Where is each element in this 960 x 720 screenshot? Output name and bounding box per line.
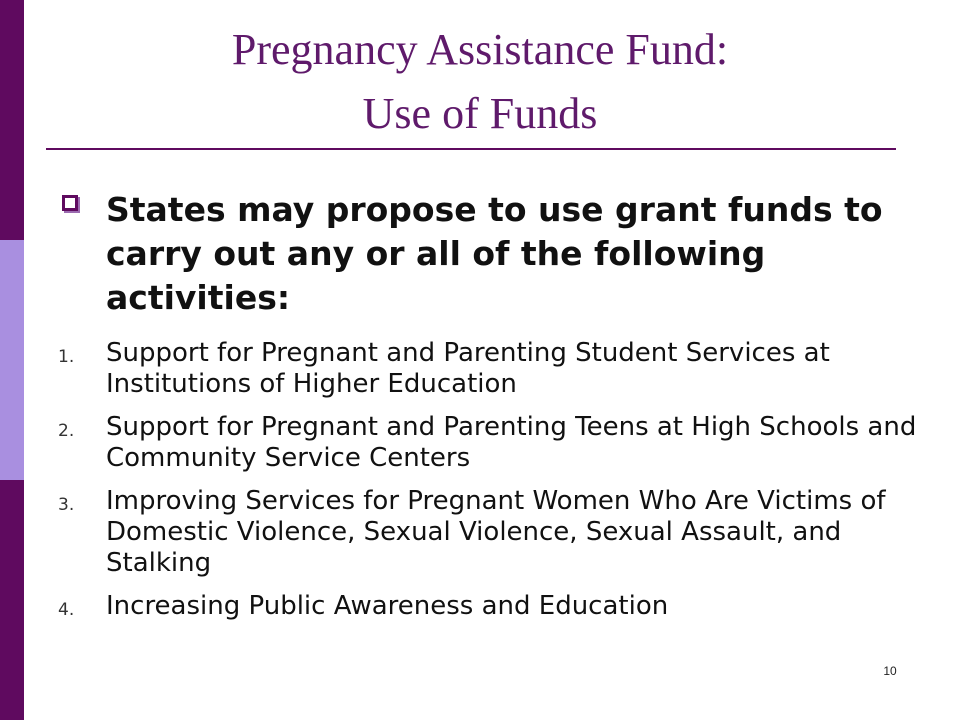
activities-list — [58, 338, 918, 634]
left-accent-bar-top — [0, 0, 24, 240]
page-number: 10 — [883, 664, 897, 678]
title-divider — [46, 148, 896, 150]
list-item — [58, 486, 918, 579]
list-item — [58, 591, 918, 622]
list-item-number: 3. — [58, 495, 75, 515]
list-item-number: 4. — [58, 600, 75, 620]
list-item-number: 2. — [58, 421, 75, 441]
slide-title-line-2: Use of Funds — [362, 89, 598, 138]
main-bullet — [62, 188, 922, 320]
square-bullet-icon — [62, 195, 78, 211]
main-bullet-text: States may propose to use grant funds to carry out any or all of the following activities: — [106, 190, 883, 317]
list-item — [58, 338, 918, 400]
list-item-number: 1. — [58, 347, 75, 367]
list-item-text: Increasing Public Awareness and Education — [106, 591, 669, 621]
left-accent-bar-bottom — [0, 480, 24, 720]
list-item — [58, 412, 918, 474]
slide-title-line-1: Pregnancy Assistance Fund: — [231, 25, 729, 74]
slide-title — [60, 18, 900, 146]
list-item-text: Support for Pregnant and Parenting Student Services at Institutions of Higher Education — [106, 338, 830, 399]
list-item-text: Support for Pregnant and Parenting Teens at High Schools and Community Service Centers — [106, 412, 917, 473]
list-item-text: Improving Services for Pregnant Women Who Are Victims of Domestic Violence, Sexual Violence, Sexual Assault, and Stalking — [106, 486, 886, 578]
left-accent-bar-middle — [0, 240, 24, 480]
